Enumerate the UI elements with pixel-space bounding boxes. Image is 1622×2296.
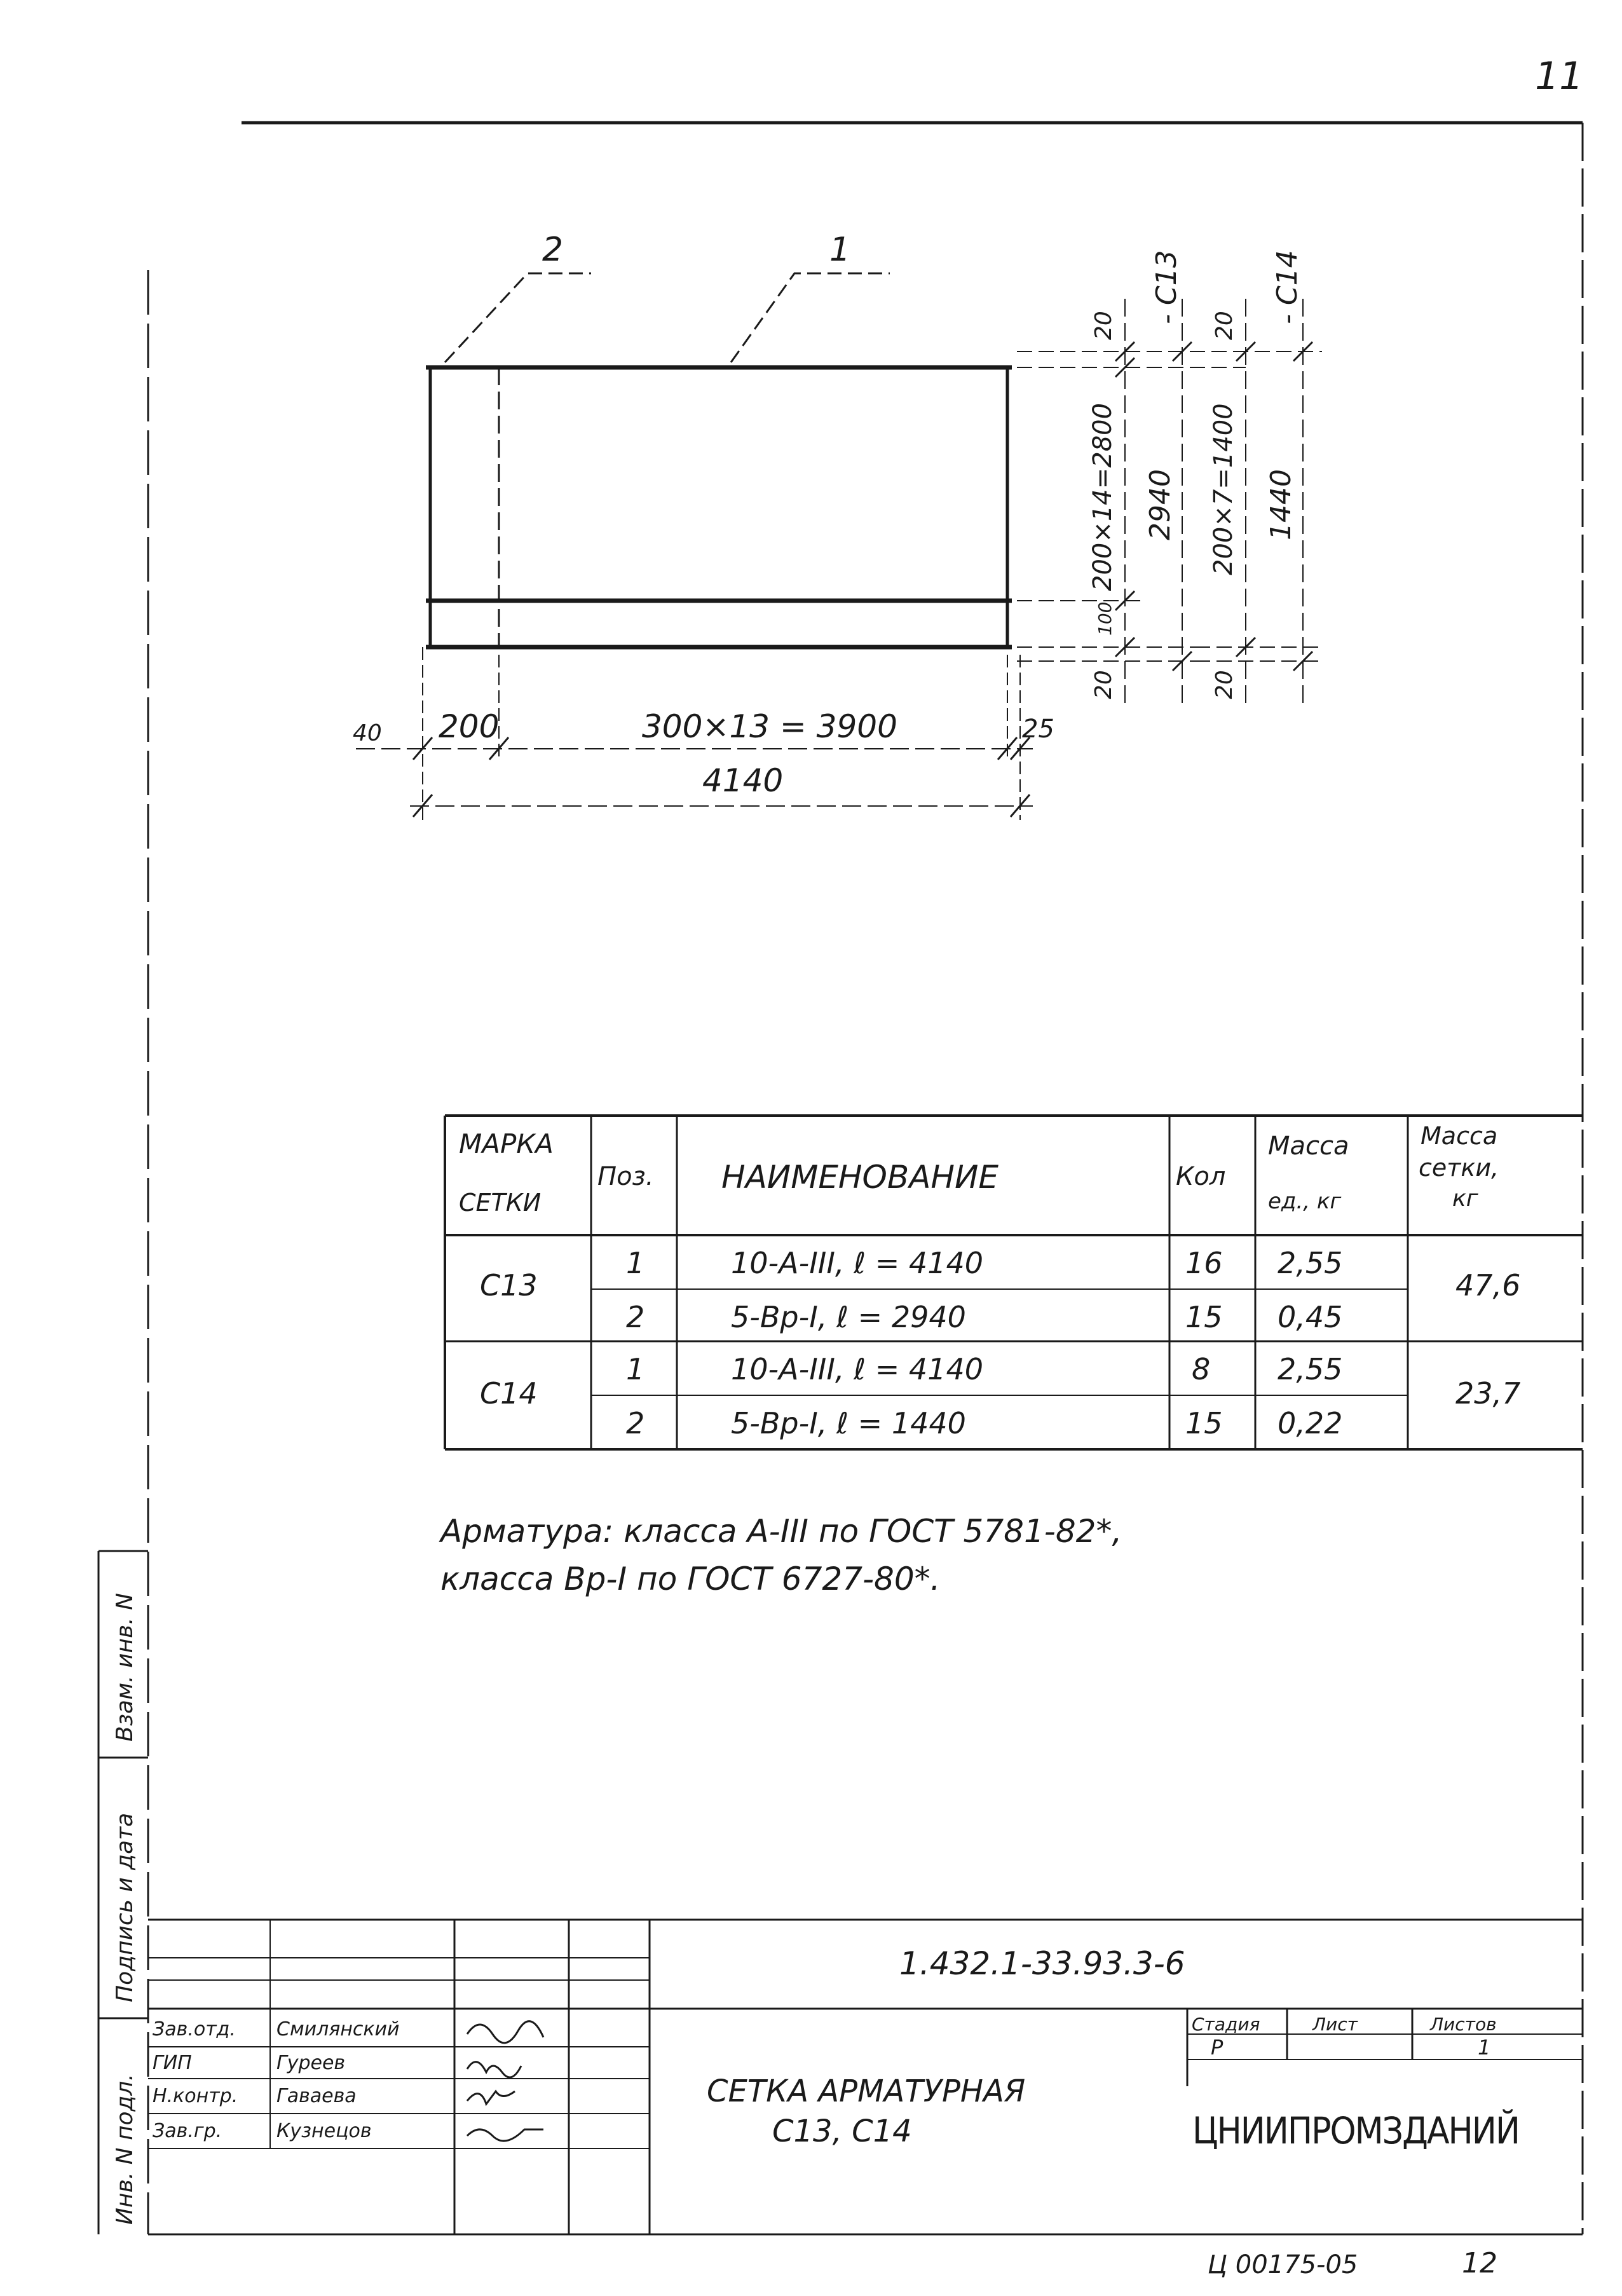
- title-line-2: С13, С14: [772, 2114, 912, 2149]
- table-cell-pos: 1: [626, 1246, 645, 1280]
- sheet-label: Лист: [1312, 2014, 1358, 2035]
- header-unit-mass-line1: Масса: [1268, 1131, 1349, 1161]
- header-mesh-mass-line1: Масса: [1421, 1122, 1498, 1150]
- organization-name: ЦНИИПРОМЗДАНИЙ: [1192, 2109, 1519, 2152]
- stage-label: Стадия: [1192, 2014, 1260, 2035]
- bottom-page-number: 12: [1462, 2247, 1497, 2279]
- leader-callout-2: [445, 273, 591, 362]
- table-row-mark: С13: [480, 1268, 538, 1302]
- label-c14: - С14: [1271, 250, 1304, 324]
- sheets-value: 1: [1478, 2035, 1491, 2060]
- table-cell-unit-mass: 0,22: [1278, 1406, 1343, 1440]
- header-pos: Поз.: [597, 1162, 654, 1191]
- table-row-mesh-mass: 47,6: [1455, 1268, 1521, 1302]
- signer-role: Зав.гр.: [153, 2120, 222, 2142]
- callout-1: 1: [829, 231, 851, 269]
- header-mark-line2: СЕТКИ: [459, 1189, 542, 1217]
- dim-c13-span: 200×14=2800: [1088, 402, 1117, 591]
- table-cell-pos: 1: [626, 1352, 645, 1386]
- dim-c14-bottom-end: 20: [1211, 670, 1237, 699]
- header-unit-mass-line2: ед., кг: [1268, 1189, 1342, 1214]
- dim-right-end: 25: [1022, 714, 1054, 744]
- leader-callout-1: [731, 273, 890, 362]
- dim-left-offset: 40: [353, 720, 382, 746]
- signer-name: Гуреев: [276, 2052, 346, 2074]
- side-stamp-signature-date: Подпись и дата: [112, 1812, 138, 2002]
- label-c13: - С13: [1150, 250, 1183, 324]
- header-qty: Кол: [1176, 1162, 1226, 1191]
- table-cell-unit-mass: 2,55: [1278, 1352, 1343, 1386]
- table-cell-unit-mass: 0,45: [1278, 1300, 1343, 1334]
- sheets-label: Листов: [1430, 2014, 1497, 2035]
- bottom-code: Ц 00175-05: [1208, 2250, 1358, 2279]
- signer-name: Гаваева: [276, 2085, 357, 2107]
- dim-first-span: 200: [439, 708, 500, 745]
- signer-name: Кузнецов: [276, 2120, 372, 2142]
- dim-c13-bottom-step: 100: [1094, 601, 1115, 636]
- note-line-2: класса Вр-I по ГОСТ 6727-80*.: [440, 1561, 941, 1597]
- table-cell-name: 10-А-III, ℓ = 4140: [731, 1246, 983, 1280]
- table-cell-qty: 16: [1185, 1246, 1223, 1280]
- header-mesh-mass-line3: кг: [1452, 1186, 1478, 1212]
- header-mesh-mass-line2: сетки,: [1419, 1154, 1499, 1182]
- signer-role: ГИП: [153, 2052, 192, 2074]
- header-name: НАИМЕНОВАНИЕ: [721, 1159, 998, 1196]
- title-line-1: СЕТКА АРМАТУРНАЯ: [707, 2074, 1026, 2109]
- stage-value: Р: [1211, 2035, 1223, 2060]
- table-cell-qty: 15: [1185, 1300, 1223, 1334]
- signature: [467, 2129, 543, 2141]
- signer-role: Н.контр.: [153, 2085, 238, 2107]
- callout-2: 2: [542, 231, 564, 269]
- signatures: [454, 2009, 569, 2149]
- dim-total-length: 4140: [702, 762, 784, 799]
- table-cell-qty: 8: [1192, 1352, 1211, 1386]
- table-cell-name: 5-Вр-I, ℓ = 1440: [731, 1406, 966, 1440]
- table-cell-name: 10-А-III, ℓ = 4140: [731, 1352, 983, 1386]
- side-stamp-inv-no: Инв. N подл.: [112, 2074, 138, 2225]
- table-cell-name: 5-Вр-I, ℓ = 2940: [731, 1300, 966, 1334]
- dim-top-gap: 20: [1091, 311, 1117, 340]
- table-row-mesh-mass: 23,7: [1455, 1376, 1521, 1411]
- table-row-mark: С14: [480, 1376, 538, 1411]
- signer-name: Смилянский: [276, 2018, 400, 2040]
- table-cell-pos: 2: [626, 1300, 645, 1334]
- dim-c13-bottom-end: 20: [1091, 670, 1117, 699]
- dim-c14-total: 1440: [1265, 469, 1297, 540]
- table-cell-qty: 15: [1185, 1406, 1223, 1440]
- signer-role: Зав.отд.: [153, 2018, 236, 2040]
- dim-c14-top-gap: 20: [1211, 311, 1237, 340]
- side-stamp-replace-inv: Взам. инв. N: [112, 1593, 138, 1742]
- dim-main-span: 300×13 = 3900: [642, 708, 897, 745]
- dim-c14-span: 200×7=1400: [1209, 403, 1238, 575]
- header-mark-line1: МАРКА: [459, 1128, 554, 1159]
- signature: [467, 2021, 543, 2043]
- table-cell-pos: 2: [626, 1406, 645, 1440]
- sheet-number: 11: [1535, 54, 1584, 99]
- signature: [467, 2091, 515, 2104]
- note-line-1: Арматура: класса А-III по ГОСТ 5781-82*,: [440, 1513, 1122, 1550]
- doc-code: 1.432.1-33.93.3-6: [899, 1945, 1185, 1982]
- dim-c13-total: 2940: [1144, 469, 1176, 540]
- table-cell-unit-mass: 2,55: [1278, 1246, 1343, 1280]
- signature: [467, 2062, 521, 2077]
